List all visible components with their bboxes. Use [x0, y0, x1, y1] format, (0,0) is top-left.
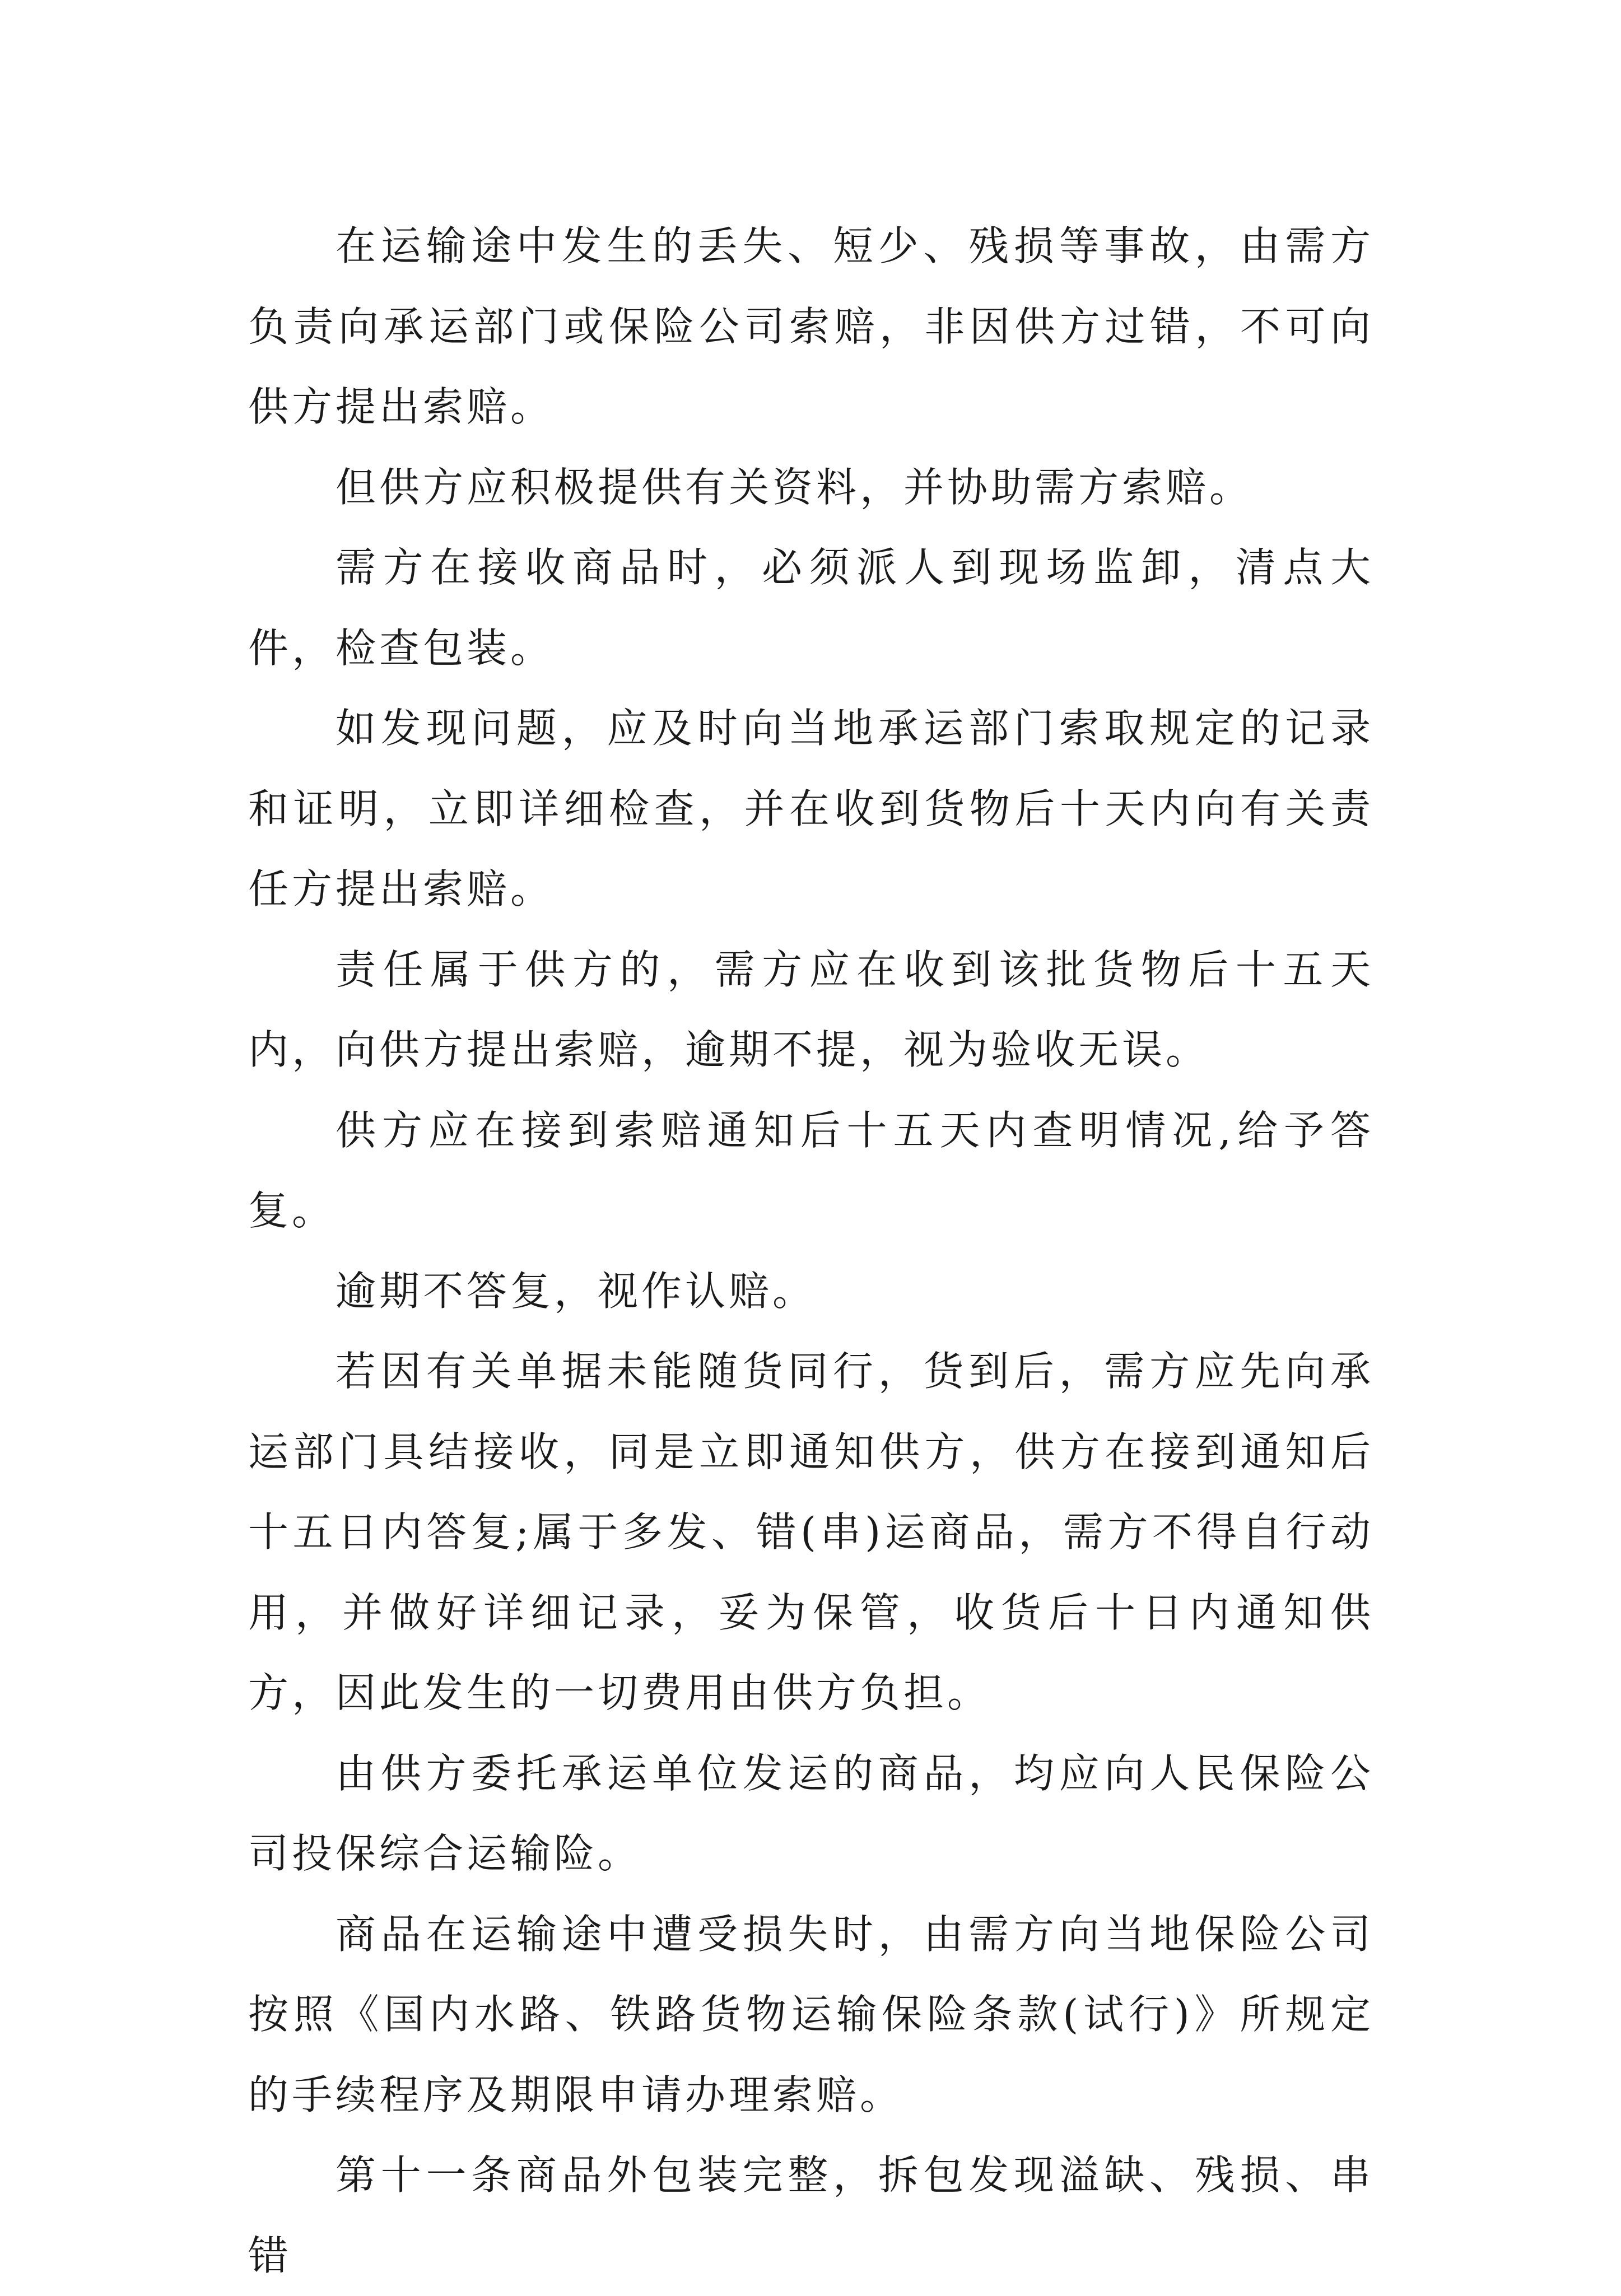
paragraph-9: 由供方委托承运单位发运的商品，均应向人民保险公司投保综合运输险。: [248, 1749, 1374, 1877]
paragraph-2: 但供方应积极提供有关资料，并协助需方索赔。: [336, 463, 1254, 511]
paragraph-6: 供方应在接到索赔通知后十五天内查明情况,给予答复。: [248, 1106, 1374, 1234]
paragraph-3: 需方在接收商品时，必须派人到现场监卸，清点大件，检查包装。: [248, 544, 1374, 672]
paragraph-5: 责任属于供方的，需方应在收到该批货物后十五天内，向供方提出索赔，逾期不提，视为验收无误。: [248, 946, 1374, 1073]
document-body: [248, 206, 1374, 2296]
paragraph-1: 在运输途中发生的丢失、短少、残损等事故，由需方负责向承运部门或保险公司索赔，非因供方过错，不可向供方提出索赔。: [248, 222, 1374, 430]
paragraph-4: 如发现问题，应及时向当地承运部门索取规定的记录和证明，立即详细检查，并在收到货物后十天内向有关责任方提出索赔。: [248, 705, 1374, 912]
paragraph-7: 逾期不答复，视作认赔。: [336, 1267, 817, 1315]
paragraph-10: 商品在运输途中遭受损失时，由需方向当地保险公司按照《国内水路、铁路货物运输保险条款(试行)》所规定的手续程序及期限申请办理索赔。: [248, 1910, 1374, 2118]
paragraph-11: 第十一条商品外包装完整，拆包发现溢缺、残损、串错: [248, 2151, 1374, 2279]
paragraph-8: 若因有关单据未能随货同行，货到后，需方应先向承运部门具结接收，同是立即通知供方，供方在接到通知后十五日内答复;属于多发、错(串)运商品，需方不得自行动用，并做好详细记录，妥为保管，收货后十日内通知供方，因此发生的一切费用由供方负担。: [248, 1348, 1374, 1716]
